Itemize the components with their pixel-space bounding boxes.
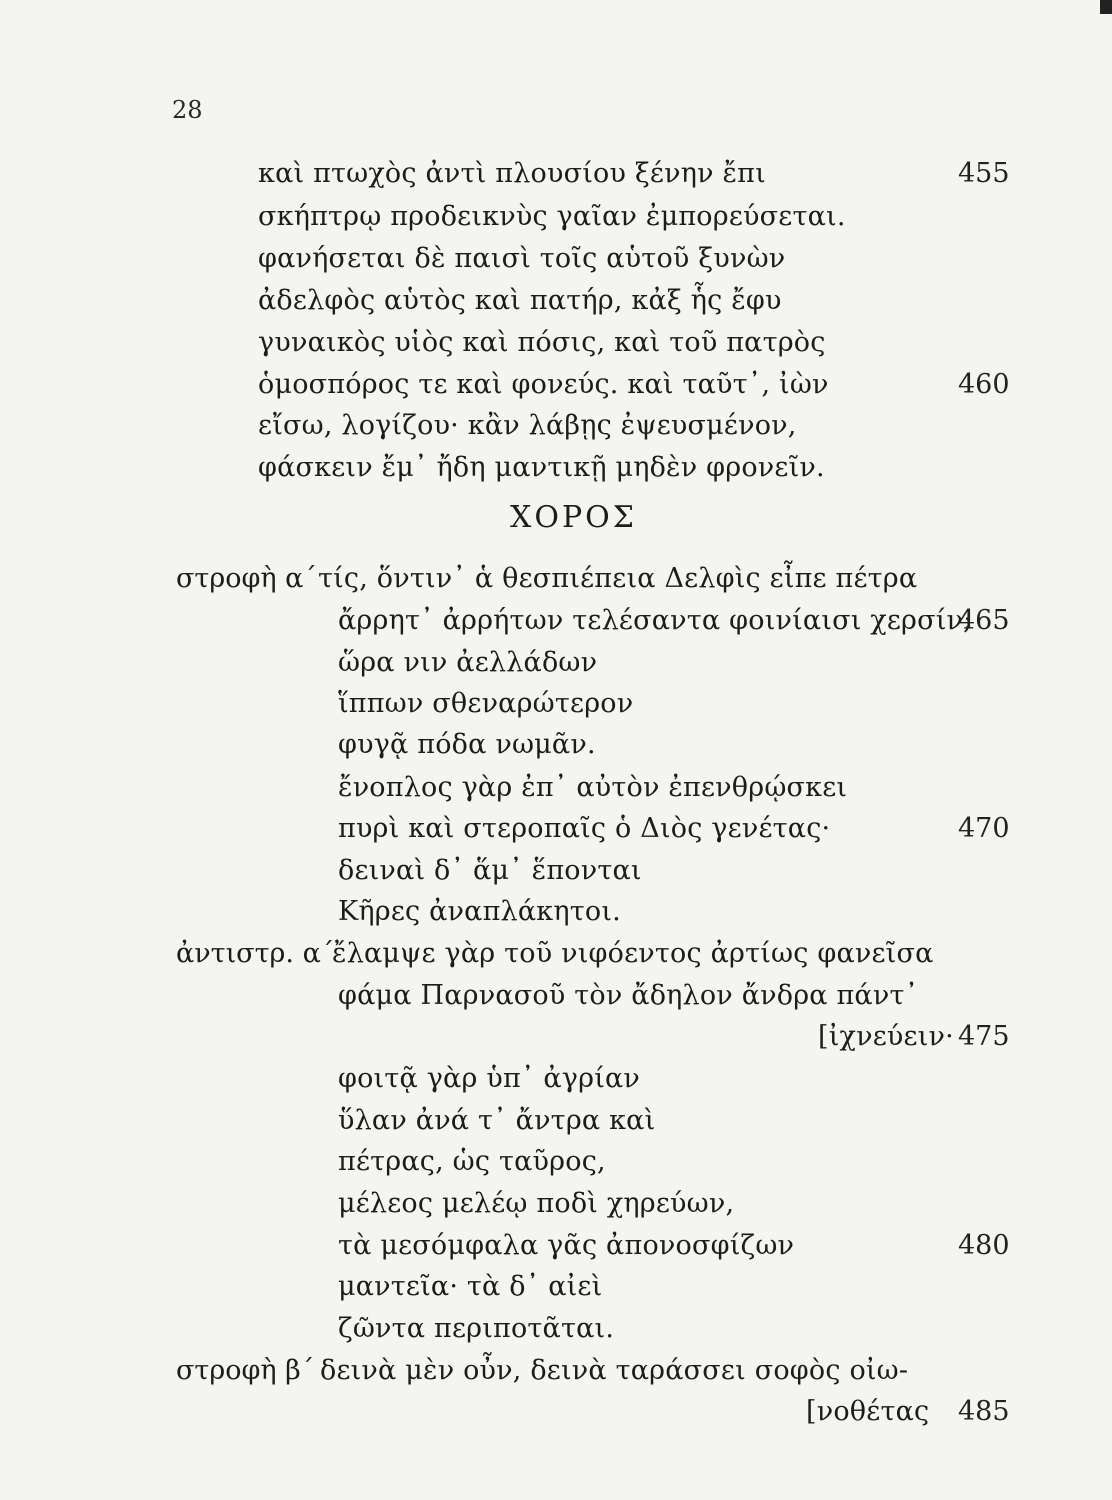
verse-line-482: ζῶντα περιποτᾶται. bbox=[338, 1313, 615, 1344]
verse-line-469: ἔνοπλος γὰρ ἐπ᾽ αὐτὸν ἐπενθρῴσκει bbox=[338, 772, 848, 803]
verse-line-460: ὁμοσπόρος τε καὶ φονεύς. καὶ ταῦτ᾽, ἰὼν bbox=[258, 369, 829, 400]
chorus-heading: ΧΟΡΟΣ bbox=[510, 500, 637, 535]
verse-line-474: φάμα Παρνασοῦ τὸν ἄδηλον ἄνδρα πάντ᾽ bbox=[338, 980, 919, 1011]
line-number-460: 460 bbox=[958, 369, 1010, 400]
line-number-465: 465 bbox=[958, 605, 1010, 636]
verse-line-457: φανήσεται δὲ παισὶ τοῖς αὑτοῦ ξυνὼν bbox=[258, 243, 786, 274]
antistrophe-a-label: ἀντιστρ. α΄ bbox=[176, 938, 335, 969]
verse-line-455: καὶ πτωχὸς ἀντὶ πλουσίου ξένην ἔπι bbox=[258, 158, 766, 189]
verse-line-475-cont: [ἰχνεύειν· bbox=[818, 1021, 954, 1052]
verse-line-470: πυρὶ καὶ στεροπαῖς ὁ Διὸς γενέτας· bbox=[338, 813, 831, 844]
verse-line-478: πέτρας, ὡς ταῦρος, bbox=[338, 1146, 606, 1177]
verse-line-465: ἄρρητ᾽ ἀρρήτων τελέσαντα φοινίαισι χερσίν; bbox=[338, 605, 973, 636]
strophe-a-label: στροφὴ α΄ bbox=[176, 563, 317, 594]
verse-line-479: μέλεος μελέῳ ποδὶ χηρεύων, bbox=[338, 1188, 735, 1219]
verse-line-485-cont: [νοθέτας bbox=[806, 1396, 930, 1427]
verse-line-466: ὥρα νιν ἀελλάδων bbox=[338, 647, 598, 678]
verse-line-472: Κῆρες ἀναπλάκητοι. bbox=[338, 896, 621, 927]
verse-line-481: μαντεῖα· τὰ δ᾽ αἰεὶ bbox=[338, 1271, 603, 1302]
verse-line-476: φοιτᾷ γὰρ ὑπ᾽ ἀγρίαν bbox=[338, 1063, 641, 1094]
verse-line-473: ἔλαμψε γὰρ τοῦ νιφόεντος ἀρτίως φανεῖσα bbox=[332, 938, 934, 969]
verse-line-458: ἀδελφὸς αὑτὸς καὶ πατήρ, κἀξ ἧς ἔφυ bbox=[258, 285, 782, 316]
scan-edge-mark bbox=[1100, 0, 1112, 14]
verse-line-477: ὕλαν ἀνά τ᾽ ἄντρα καὶ bbox=[338, 1105, 656, 1136]
verse-line-463: τίς, ὅντιν᾽ ἁ θεσπιέπεια Δελφὶς εἶπε πέτρα bbox=[318, 563, 918, 594]
line-number-475: 475 bbox=[958, 1021, 1010, 1052]
line-number-455: 455 bbox=[958, 158, 1010, 189]
verse-line-461: εἴσω, λογίζου· κἂν λάβῃς ἐψευσμένον, bbox=[258, 410, 797, 441]
verse-line-467: ἵππων σθεναρώτερον bbox=[338, 688, 634, 719]
verse-line-456: σκήπτρῳ προδεικνὺς γαῖαν ἐμπορεύσεται. bbox=[258, 201, 846, 232]
line-number-470: 470 bbox=[958, 813, 1010, 844]
verse-line-462: φάσκειν ἔμ᾽ ἤδη μαντικῇ μηδὲν φρονεῖν. bbox=[258, 452, 825, 483]
line-number-485: 485 bbox=[958, 1396, 1010, 1427]
verse-line-468: φυγᾷ πόδα νωμᾶν. bbox=[338, 729, 596, 760]
strophe-b-label: στροφὴ β΄ bbox=[176, 1355, 315, 1386]
verse-line-480: τὰ μεσόμφαλα γᾶς ἀπονοσφίζων bbox=[338, 1230, 795, 1261]
verse-line-483: δεινὰ μὲν οὖν, δεινὰ ταράσσει σοφὸς οἰω- bbox=[320, 1355, 909, 1386]
verse-line-459: γυναικὸς υἱὸς καὶ πόσις, καὶ τοῦ πατρὸς bbox=[258, 327, 826, 358]
verse-line-471: δειναὶ δ᾽ ἅμ᾽ ἕπονται bbox=[338, 855, 642, 886]
line-number-480: 480 bbox=[958, 1230, 1010, 1261]
page-number: 28 bbox=[172, 96, 203, 124]
